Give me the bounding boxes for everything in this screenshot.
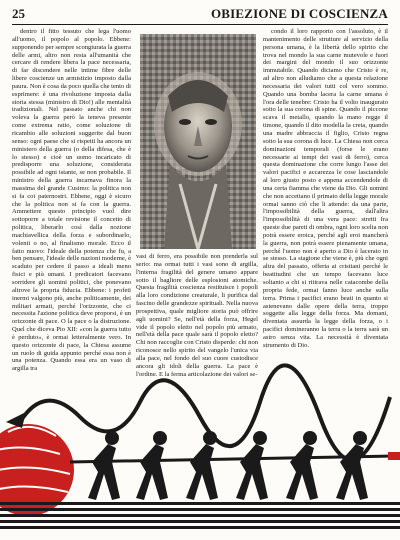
- tug-of-war-illustration: [0, 362, 400, 535]
- portrait-photo: [140, 34, 256, 249]
- text-column-left: [12, 28, 131, 378]
- page-number: 25: [12, 6, 25, 21]
- page-header: [12, 6, 388, 24]
- running-title: OBIEZIONE DI COSCIENZA: [210, 6, 388, 21]
- column-text: dentro il fitto tessuto che lega l'uomo all'uomo, il popolo al popolo. Ebbene: supponendo per sempre scongiurata la guerra delle armi, altro non resta all'umanità che cercare di rendere libera la pace necessaria, di far discendere nelle intime fibre delle libere coscienze un armistizio imposto dalla paura. Non è cosa da poco quella che tento di esprimere: è una rivoluzione imposta dalla storia stessa (ministro di Dio!) alle mentalità tradizionali. Nel passato anche chi non voleva la guerra però la teneva presente come extrema ratio, come soluzione di ricambio alle soluzioni suggerite dal buon senso: ogni paese che si rispetti ha ancora un ministero della guerra (o della difesa, che è lo stesso) e cioè un uomo incaricato di predisporre una soluzione, considerata possibile ad ogni istante, se non probabile. Il ministro della guerra incarnava finora la massima del grande Cusimo: la politica non si fa coi paternostri. Ebbene, oggi è sicuro che la politica non si fa con la guerra. Ammettere questo principio vuol dire sottoporre a totale revisione il concetto di politica, liberarlo così dalla nozione machiavellica della forza e subordinarlo, volenti o no, al finalismo morale. Ecco il fatto nuovo: l'ideale della potenza che fu, a ben pensare, l'ideale delle nazioni moderne, è scaduto per cedere il passo a ideali meno fisici e più umani. I predicatori facevano sorridere gli uomini politici, che ponevano altrove la propria fiducia. Ebbene: i profeti inermi valgono più, anche politicamente, dei militari armati, perché l'orizzonte, che ci necessita l'azione politica deve proporsi, è un orizzonte di pace. O la pace o la distruzione. Quel che diceva Pio XII: «con la guerra tutto è perduto», è ormai letteralmente vero. In questo orizzonte di pace, la Chiesa assume un ruolo di guida appunto perché essa non è una potenza. Quando essa era un vaso di argilla tra: [12, 28, 131, 373]
- header-rule: [12, 24, 388, 25]
- column-text: vasi di ferro, era possibile non prenderla sul serio: ma ormai tutti i vasi sono di argilla, l'interna fragilità del genere umano appare sotto il bagliore delle esplosioni atomiche. Questa fragilità coscienza restituisce i popoli alla loro condizione creaturale, li purifica dal fascino delle grandezze spirituali. Nella nuova prospettiva, quale migliore storia può offrire agli uomini? Se, nell'età della forza, Hegel vide il popolo eletto nel popolo più armato, nell'età della pace quale sarà il popolo eletto? Chi non raccoglie con Cristo disperde: chi non riconosce nello spirito del vangelo l'unica via alla pace, nel fondo del suo cuore custodisce ancora gli idoli della guerra. La pace è l'ordine. E la ferma articolazione dei valori se-: [136, 253, 258, 378]
- column-text: condo il loro rapporto con l'assoluto, è il mantenimento delle strutture al servizio della persona umana, è la libertà dello spirito che trova nel mondo la sua carne mutevole e fuori dei margini del mondo il suo orizzonte immutabile. Quando diciamo che Cristo è re, ad altro non alludiamo che a questa relazione necessaria dei valori tutti col vero sommo. Quando una bomba lacera la carne umana è l'ora delle tenebre: Cristo ha il volto inaugurato sotto la sua corona di spine. Quando il piccone scava il metallo, quando la mano regge il timone, quando il dito modella la creta, quando una madre abbraccia il figlio, Cristo regna sotto la sua corona di luce. La Chiesa non cerca dominazioni temporali (forse le erano necessarie ai tempi dei vasi di ferro), cerca questa dominazione che corre lungo l'asse dei valori pacifici e accarezza le cose lasciandole al loro giusto posto e appena accendendole di una certa fiamma che viene da Dio. Gli uomini che non accettano il primato della legge morale ormai sanno ciò che li attende: da una parte, l'impossibilità della guerra, dall'altra l'impossibilità di una vera pace: stretti fra queste due pareti di ombra, ogni loro scelta non potrà essere eroica, perché agli eroi mancherà la guerra, non potrà essere pienamente umana, perché l'uomo non è aperto a Dio è lacerato in se stesso. La stagione che viene è, più che ogni altra del passato, offerta ai cristiani perché le beatitudini che un tempo facevano luce soltanto a chi si ritirava nelle catacombe della propria fede, ormai fanno luce anche sulla terra. Prima i pacifici erano beati in quanto si astenevano dalle opere della terra, troppo soggette alla legge della forza. Ma domani, diventata assurda la legge della forza, o i pacifici domineranno la terra o la terra sarà un astro senza vita. La necessità è diventata strumento di Dio.: [263, 28, 388, 349]
